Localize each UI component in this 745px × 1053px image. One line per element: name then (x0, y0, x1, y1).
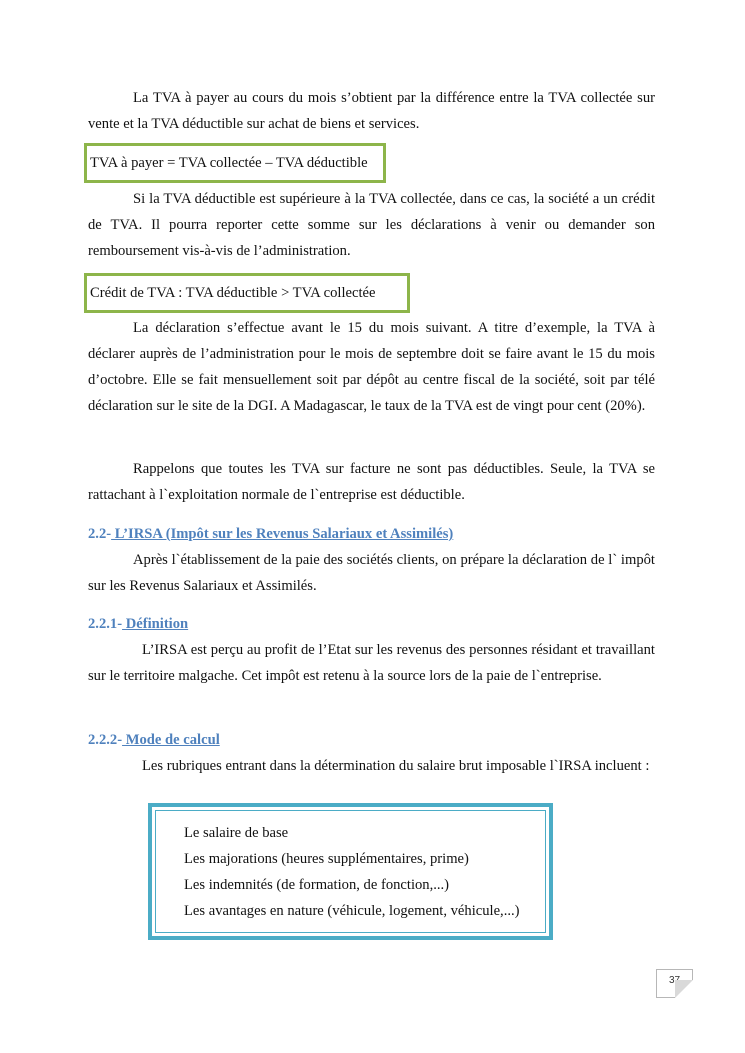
rubriques-box (148, 803, 553, 940)
page-fold-decoration (675, 980, 693, 998)
page-number-label: 37 (668, 975, 681, 986)
heading-mode-calcul-title: Mode de calcul (122, 732, 220, 748)
list-item: Le salaire de base (184, 825, 289, 841)
list-item: Les majorations (heures supplémentaires, prime) (184, 851, 469, 867)
page-number (656, 969, 693, 998)
heading-definition-title: Définition (122, 616, 189, 632)
heading-irsa (88, 524, 453, 544)
heading-mode-calcul (88, 730, 220, 750)
paragraph-irsa-intro: Après l`établissement de la paie des sociétés clients, on prépare la déclaration de l` impôt sur les Revenus Salariaux et Assimilés. (88, 552, 655, 594)
list-item: Les avantages en nature (véhicule, logement, véhicule,...) (184, 903, 520, 919)
paragraph-rubriques: Les rubriques entrant dans la détermination du salaire brut imposable l`IRSA incluent : (142, 758, 650, 774)
heading-definition (88, 614, 188, 634)
heading-irsa-number: 2.2- (88, 526, 112, 542)
paragraph-credit-tva: Si la TVA déductible est supérieure à la TVA collectée, dans ce cas, la société a un crédit de TVA. Il pourra reporter cette somme sur les déclarations à venir ou demander son remboursement vis-à-vis de l’administration. (88, 191, 655, 259)
rubriques-list (184, 820, 520, 924)
heading-mode-calcul-number: 2.2.2- (88, 732, 123, 748)
heading-definition-number: 2.2.1- (88, 616, 123, 632)
paragraph-deductibilite: Rappelons que toutes les TVA sur facture ne sont pas déductibles. Seule, la TVA se rattachant à l`exploitation normale de l`entreprise est déductible. (88, 461, 655, 503)
paragraph-declaration: La déclaration s’effectue avant le 15 du mois suivant. A titre d’exemple, la TVA à déclarer auprès de l’administration pour le mois de septembre doit se faire avant le 15 du mois d’octobre. Elle se fait mensuellement soit par dépôt au centre fiscal de la société, soit par télé déclaration sur le site de la DGI. A Madagascar, le taux de la TVA est de vingt pour cent (20%). (88, 320, 655, 414)
paragraph-tva-calcul: La TVA à payer au cours du mois s’obtient par la différence entre la TVA collectée sur vente et la TVA déductible sur achat de biens et services. (88, 90, 655, 132)
rubriques-box-inner (155, 810, 546, 933)
heading-irsa-title: L’IRSA (Impôt sur les Revenus Salariaux et Assimilés) (111, 526, 454, 542)
paragraph-irsa-definition: L’IRSA est perçu au profit de l’Etat sur les revenus des personnes résidant et travaillant sur le territoire malgache. Cet impôt est retenu à la source lors de la paie de l`entreprise. (88, 642, 655, 684)
formula-credit-tva: Crédit de TVA : TVA déductible > TVA collectée (84, 273, 410, 313)
list-item: Les indemnités (de formation, de fonction,...) (184, 877, 450, 893)
formula-tva-a-payer: TVA à payer = TVA collectée – TVA déductible (84, 143, 386, 183)
